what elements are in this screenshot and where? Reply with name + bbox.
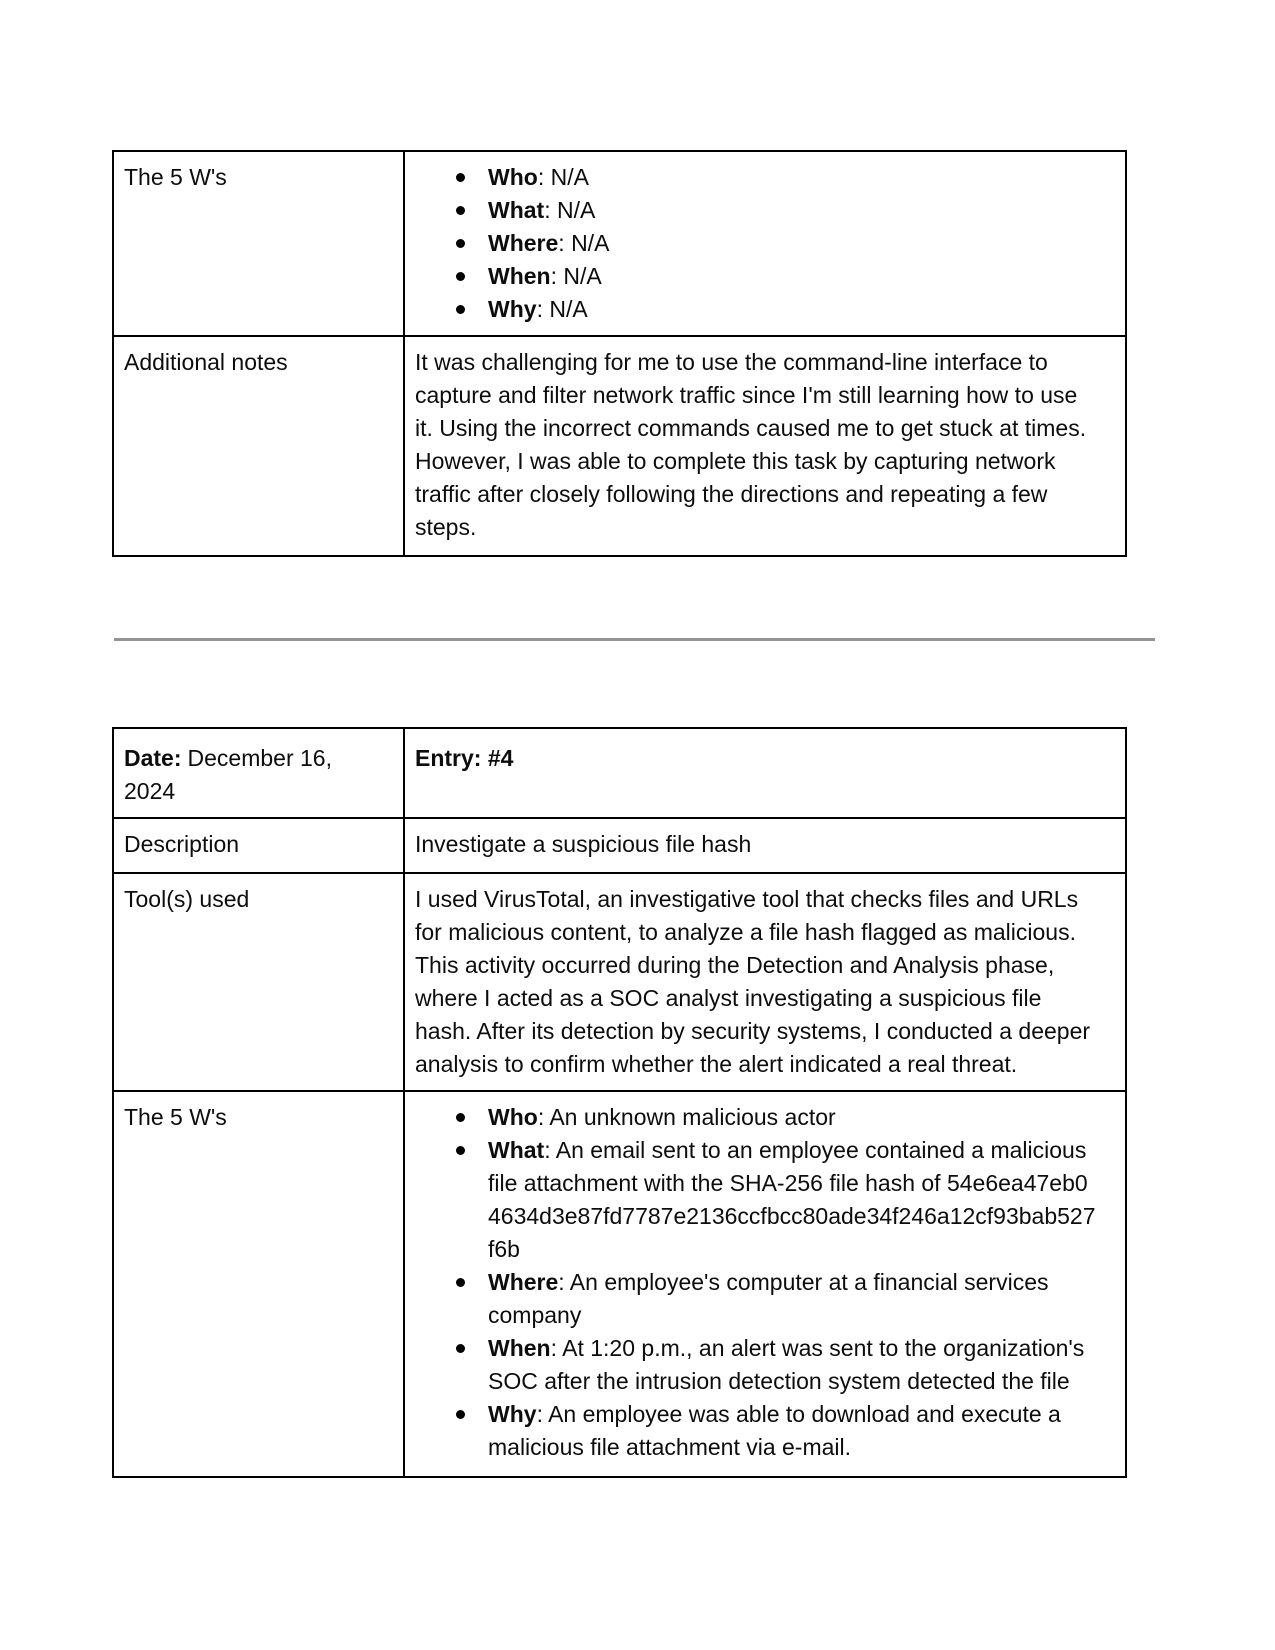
row-value — [405, 1092, 1125, 1476]
bullet-item — [415, 1266, 1099, 1332]
table-row-five-ws — [114, 152, 1125, 335]
table-row-additional-notes — [114, 335, 1125, 555]
bullet-icon — [456, 1278, 465, 1287]
bullet-item — [415, 1134, 1099, 1266]
bullet-term: Where — [488, 230, 559, 256]
bullet-term: Why — [488, 1401, 537, 1427]
bullet-item — [415, 293, 1099, 326]
bullet-icon — [456, 1113, 465, 1122]
row-label: Description — [114, 819, 405, 872]
entry-number-cell — [405, 729, 1125, 817]
row-label: Tool(s) used — [114, 874, 405, 1090]
five-ws-list — [415, 161, 1099, 326]
bullet-icon — [456, 272, 465, 281]
bullet-text: : N/A — [536, 296, 588, 322]
table-row-entry-header — [114, 729, 1125, 817]
journal-entry-table-continued — [112, 150, 1127, 557]
bullet-text: : N/A — [544, 197, 596, 223]
table-row-five-ws — [114, 1090, 1125, 1476]
bullet-term: Where — [488, 1269, 559, 1295]
row-value — [405, 337, 1125, 555]
bullet-term: What — [488, 1137, 545, 1163]
bullet-text: : N/A — [537, 164, 589, 190]
entry-date-cell — [114, 729, 405, 817]
date-value: December 16, 2024 — [124, 745, 339, 804]
table-row-tools-used — [114, 872, 1125, 1090]
bullet-icon — [456, 206, 465, 215]
bullet-term: When — [488, 1335, 551, 1361]
bullet-item — [415, 1398, 1099, 1464]
bullet-term: When — [488, 263, 551, 289]
row-label: The 5 W's — [114, 1092, 405, 1476]
table-row-description — [114, 817, 1125, 872]
row-value — [405, 819, 1125, 872]
tools-paragraph: I used VirusTotal, an investigative tool that checks files and URLs for malicious content, to analyze a file hash flagged as malicious. This activity occurred during the Detection and Analysis phase, where I acted as a SOC analyst investigating a suspicious file hash. After its detection by security systems, I conducted a deeper analysis to confirm whether the alert indicated a real threat. — [415, 886, 1091, 1077]
description-text: Investigate a suspicious file hash — [415, 831, 752, 857]
bullet-item — [415, 227, 1099, 260]
date-label: Date: — [124, 745, 182, 771]
bullet-text: : An employee's computer at a financial services company — [488, 1269, 1049, 1328]
bullet-text: : N/A — [558, 230, 610, 256]
five-ws-list — [415, 1101, 1099, 1464]
bullet-icon — [456, 239, 465, 248]
entry-number: Entry: #4 — [415, 745, 514, 771]
bullet-term: What — [488, 197, 545, 223]
bullet-icon — [456, 305, 465, 314]
bullet-item — [415, 194, 1099, 227]
bullet-term: Who — [488, 164, 538, 190]
bullet-text: : An email sent to an employee contained a malicious file attachment with the SHA-256 file hash of — [488, 1137, 1087, 1196]
bullet-icon — [456, 173, 465, 182]
bullet-text: : An employee was able to download and execute a malicious file attachment via e-mail. — [488, 1401, 1061, 1460]
bullet-text: : An unknown malicious actor — [537, 1104, 836, 1130]
horizontal-divider — [114, 638, 1155, 641]
bullet-term: Why — [488, 296, 537, 322]
bullet-text: : At 1:20 p.m., an alert was sent to the organization's SOC after the intrusion detection system detected the file — [488, 1335, 1085, 1394]
bullet-item — [415, 1101, 1099, 1134]
row-label: Additional notes — [114, 337, 405, 555]
bullet-term: Who — [488, 1104, 538, 1130]
bullet-text: : N/A — [550, 263, 602, 289]
bullet-item — [415, 260, 1099, 293]
row-label: The 5 W's — [114, 152, 405, 335]
journal-entry-table — [112, 727, 1127, 1478]
bullet-icon — [456, 1344, 465, 1353]
notes-paragraph: It was challenging for me to use the command-line interface to capture and filter network traffic since I'm still learning how to use it. Using the incorrect commands caused me to get stuck at times. However, I was able to complete this task by capturing network traffic after closely following the directions and repeating a few steps. — [415, 349, 1087, 540]
row-value — [405, 152, 1125, 335]
bullet-icon — [456, 1410, 465, 1419]
sha256-hash: 54e6ea47eb04634d3e87fd7787e2136ccfbcc80ade34f246a12cf93bab527f6b — [488, 1170, 1096, 1262]
row-value — [405, 874, 1125, 1090]
bullet-icon — [456, 1146, 465, 1155]
bullet-item — [415, 1332, 1099, 1398]
bullet-item — [415, 161, 1099, 194]
